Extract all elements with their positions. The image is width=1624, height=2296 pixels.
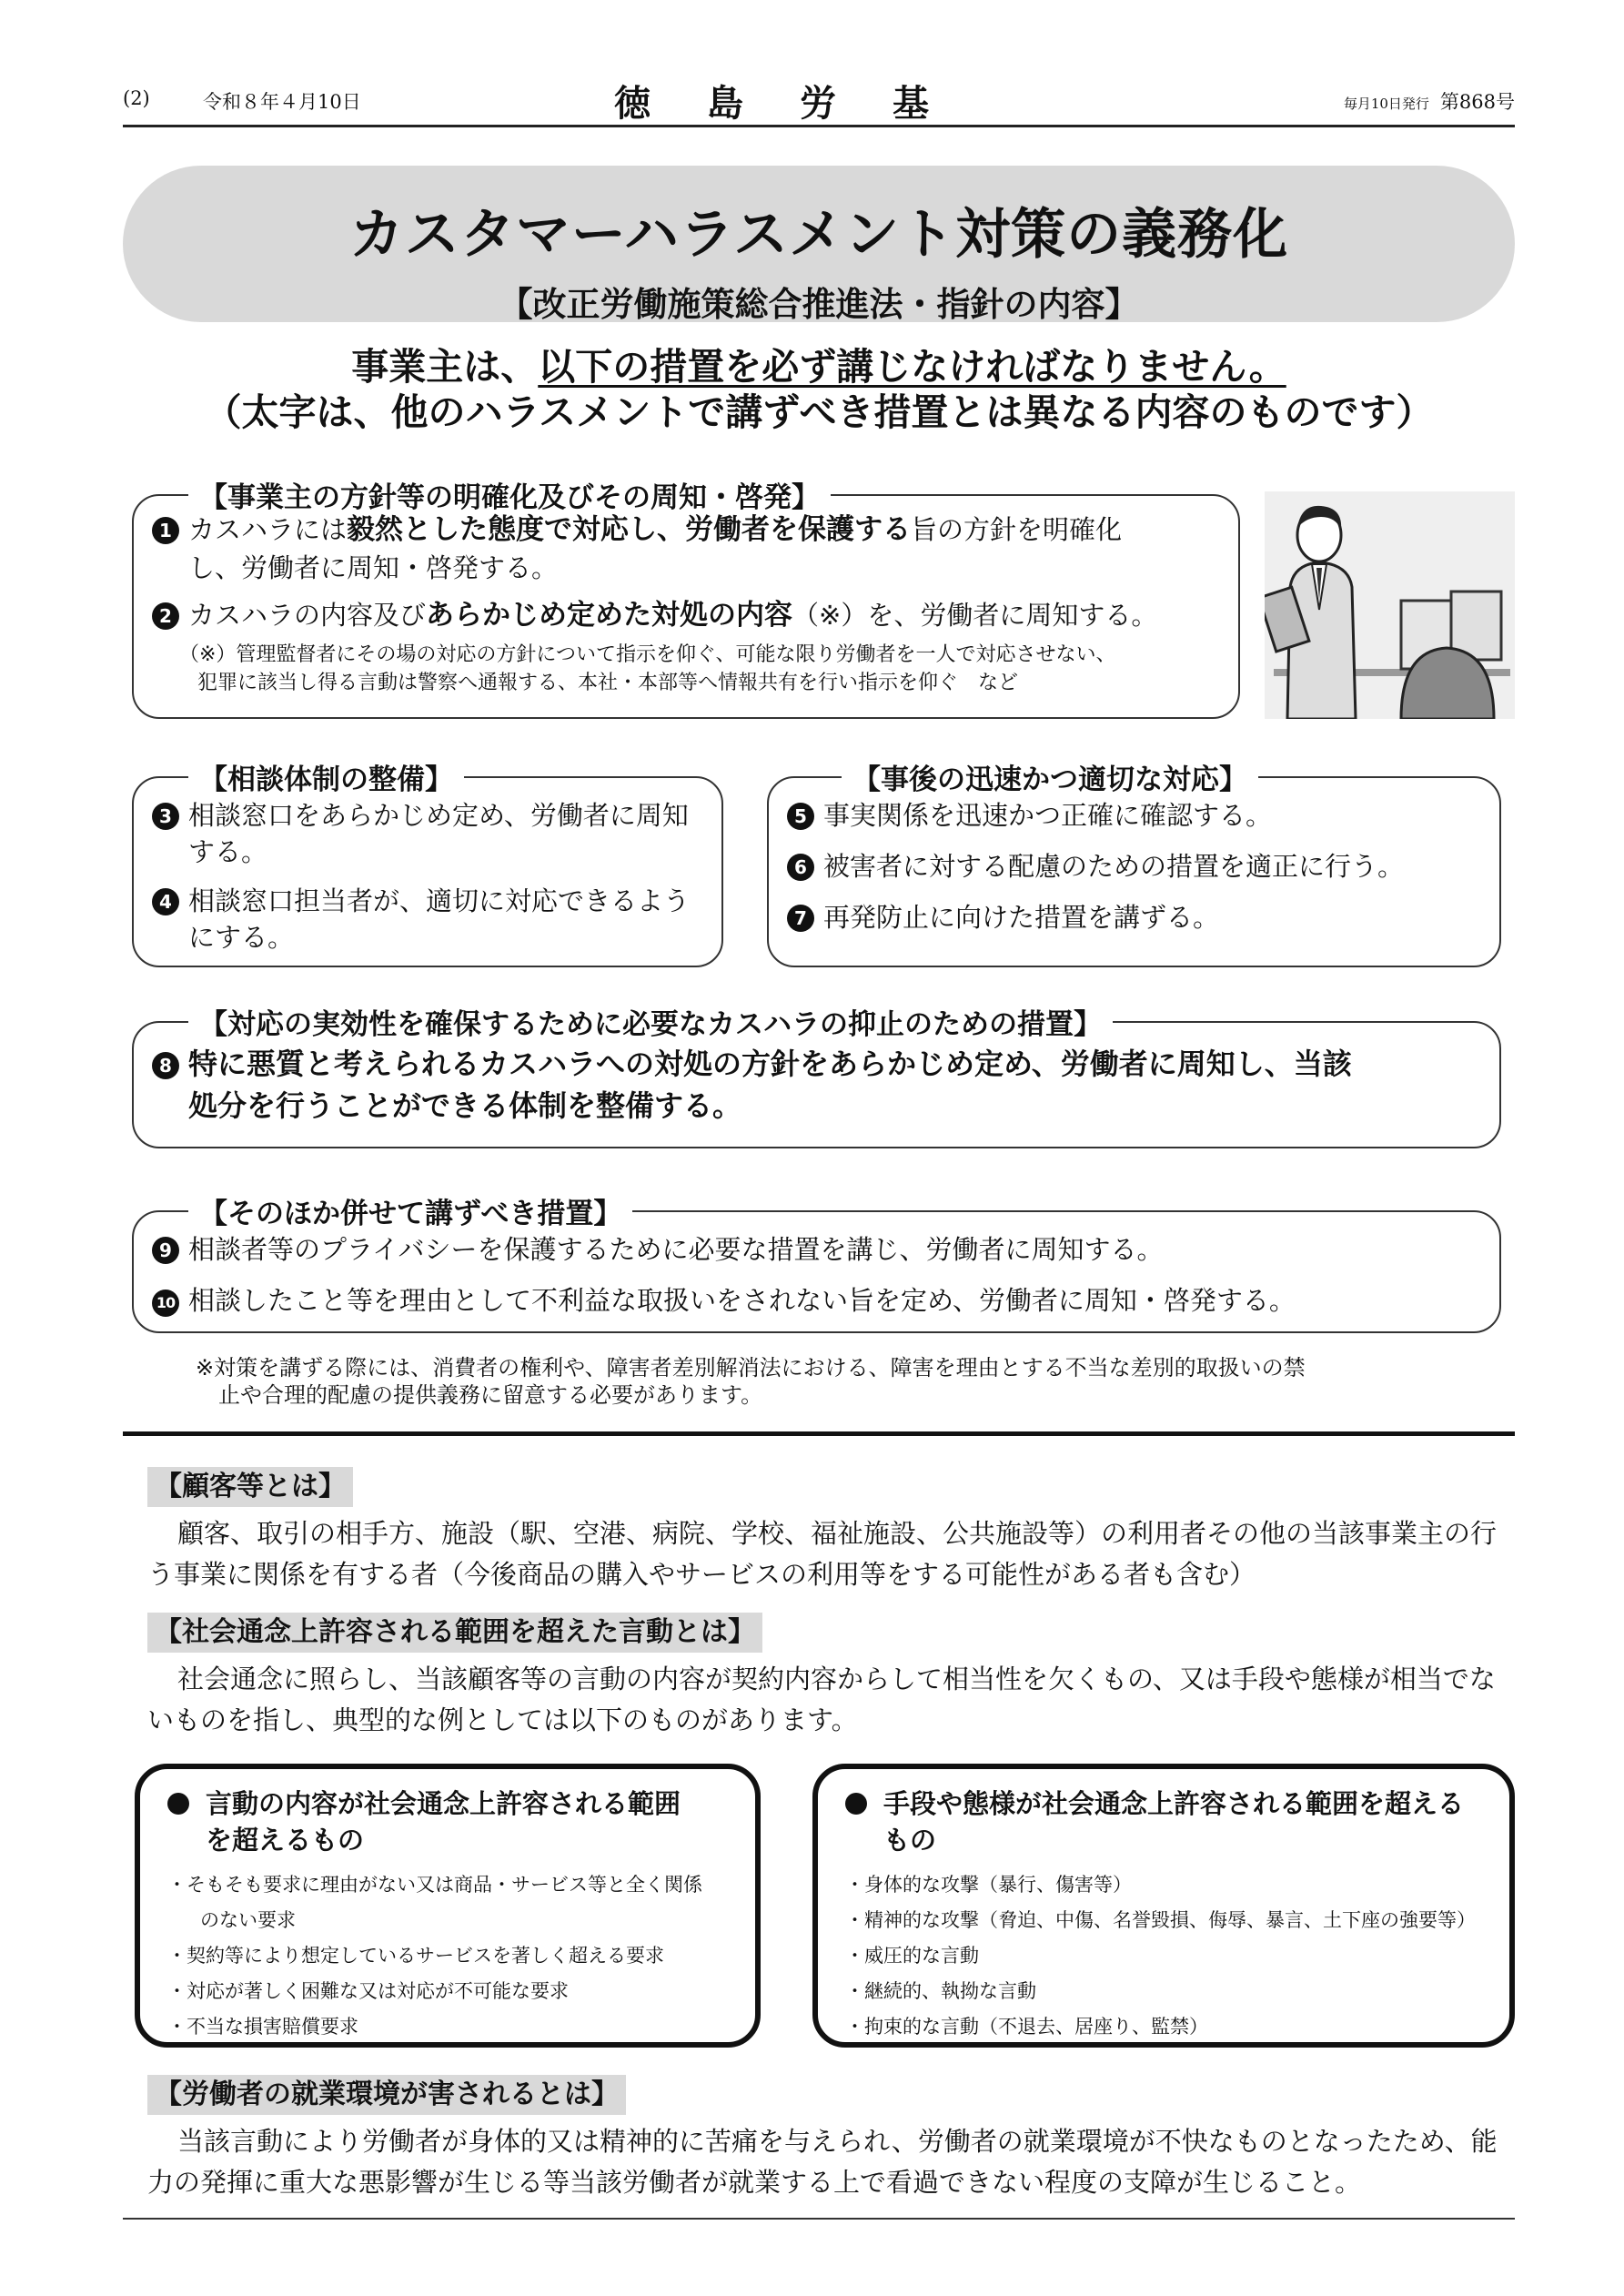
- bullet-dot: [167, 1793, 189, 1815]
- response-item-6: [787, 847, 1404, 885]
- response-box: [767, 764, 1501, 967]
- deterrence-item-8-cont: 処分を行うことができる体制を整備する。: [188, 1088, 742, 1123]
- list-item: ・拘束的な言動（不退去、居座り、監禁）: [845, 2016, 1208, 2038]
- beyond-text: 社会通念に照らし、当該顧客等の言動の内容が契約内容からして相当性を欠くもの、又は手段や態様が相当でないものを指し、典型的な例としては以下のものがあります。: [147, 1664, 1496, 1735]
- deterrence-box: [132, 1008, 1501, 1148]
- means-examples-box: [812, 1764, 1515, 2048]
- number-badge: 4: [152, 888, 179, 915]
- title-text: 手段や態様が社会通念上許容される範囲を超える: [883, 1788, 1465, 1819]
- list-item: のない要求: [200, 1909, 296, 1931]
- lead-line-2: （太字は、他のハラスメントで講ずべき措置とは異なる内容のものです）: [204, 390, 1434, 434]
- content-examples-box: [135, 1764, 761, 2048]
- footnote-line-2: 止や合理的配慮の提供義務に留意する必要があります。: [218, 1382, 763, 1408]
- list-item: ・精神的な攻撃（脅迫、中傷、名誉毀損、侮辱、暴言、土下座の強要等）: [845, 1909, 1476, 1931]
- content-examples-list: [167, 1867, 737, 2045]
- policy-item-1-cont: し、労働者に周知・啓発する。: [188, 552, 559, 583]
- item-text: 相談者等のプライバシーを保護するために必要な措置を講じ、労働者に周知する。: [188, 1234, 1164, 1265]
- number-badge: 2: [152, 602, 179, 630]
- content-examples-title: [167, 1785, 737, 1858]
- list-item: ・契約等により想定しているサービスを著しく超える要求: [167, 1945, 664, 1967]
- sub-title: 【改正労働施策総合推進法・指針の内容】: [499, 285, 1139, 324]
- issue-date: 令和８年４月10日: [203, 91, 361, 113]
- page-number: (2): [123, 87, 150, 109]
- number-badge: 10: [152, 1290, 179, 1317]
- issue-info: [1344, 87, 1515, 115]
- customers-text: 顧客、取引の相手方、施設（駅、空港、病院、学校、福祉施設、公共施設等）の利用者その他の当該事業主の行う事業に関係を有する者（今後商品の購入やサービスの利用等をする可能性がある者も含む）: [147, 1518, 1498, 1590]
- other-item-10: [152, 1281, 1296, 1320]
- number-badge: 9: [152, 1237, 179, 1264]
- list-item: ・そもそも要求に理由がない又は商品・サービス等と全く関係: [167, 1874, 702, 1896]
- consult-item-4: [152, 882, 690, 920]
- deterrence-item-8: [152, 1045, 1352, 1083]
- item-bold-text: 特に悪質と考えられるカスハラへの対処の方針をあらかじめ定め、労働者に周知し、当該: [188, 1047, 1352, 1081]
- list-item: ・継続的、執拗な言動: [845, 1980, 1036, 2002]
- response-item-7: [787, 898, 1219, 936]
- title-text: 言動の内容が社会通念上許容される範囲: [206, 1788, 681, 1819]
- consult-item-3: [152, 796, 689, 834]
- number-badge: 3: [152, 803, 179, 830]
- lead-text: 事業主は、: [351, 345, 539, 389]
- other-item-9: [152, 1230, 1164, 1269]
- item-text: 再発防止に向けた措置を講ずる。: [823, 902, 1220, 933]
- number-badge: 5: [787, 803, 814, 830]
- other-measures-box: [132, 1198, 1501, 1333]
- item-bold-text: 毅然とした態度で対応し、労働者を保護する: [347, 513, 912, 546]
- consult-item-4-cont: にする。: [188, 922, 295, 953]
- environment-heading: 【労働者の就業環境が害されるとは】: [147, 2075, 626, 2115]
- consult-item-3-cont: する。: [188, 836, 268, 867]
- means-examples-title: [845, 1785, 1491, 1858]
- item-text: 相談したこと等を理由として不利益な取扱いをされない旨を定め、労働者に周知・啓発する。: [188, 1285, 1296, 1316]
- item-text: 相談窓口をあらかじめ定め、労働者に周知: [188, 800, 689, 831]
- consult-label: 【相談体制の整備】: [188, 756, 464, 797]
- footnote-line-1: ※対策を講ずる際には、消費者の権利や、障害者差別解消法における、障害を理由とする不当な差別的取扱いの禁: [196, 1355, 1306, 1381]
- environment-text: 当該言動により労働者が身体的又は精神的に苦痛を与えられ、労働者の就業環境が不快なものとなったため、能力の発揮に重大な悪影響が生じる等当該労働者が就業する上で看過できない程度の支障が生じること。: [147, 2126, 1498, 2198]
- bottom-rule: [123, 2218, 1515, 2220]
- number-badge: 7: [787, 905, 814, 932]
- policy-box: [132, 481, 1240, 719]
- title-banner: [123, 166, 1515, 322]
- item-text: 旨の方針を明確化: [911, 514, 1123, 545]
- response-item-5: [787, 796, 1272, 834]
- issue-number: 第868号: [1439, 91, 1515, 113]
- item-text: カスハラの内容及び: [188, 600, 427, 631]
- number-badge: 6: [787, 854, 814, 881]
- policy-note-2: 犯罪に該当し得る言動は警察へ通報する、本社・本部等へ情報共有を行い指示を仰ぐ など: [197, 672, 1019, 694]
- item-text: （※）を、労働者に周知する。: [792, 600, 1158, 631]
- means-examples-list: [845, 1867, 1491, 2045]
- number-badge: 8: [152, 1052, 179, 1079]
- title-text: を超えるもの: [206, 1825, 365, 1856]
- policy-item-2: [152, 596, 1157, 634]
- other-measures-label: 【そのほか併せて講ずべき措置】: [188, 1190, 632, 1231]
- policy-note-1: （※）管理監督者にその場の対応の方針について指示を仰ぐ、可能な限り労働者を一人で対応させない、: [179, 643, 1116, 666]
- main-title: カスタマーハラスメント対策の義務化: [348, 203, 1289, 267]
- lead-underlined: 以下の措置を必ず講じなければなりません。: [538, 345, 1286, 389]
- newspaper-title: 徳島労基: [614, 82, 985, 125]
- businessman-illustration: [1265, 491, 1515, 719]
- list-item: ・身体的な攻撃（暴行、傷害等）: [845, 1874, 1132, 1896]
- page-header: [123, 82, 1515, 127]
- customers-heading: 【顧客等とは】: [147, 1467, 353, 1507]
- list-item: ・威圧的な言動: [845, 1945, 979, 1967]
- policy-label: 【事業主の方針等の明確化及びその周知・啓発】: [188, 474, 831, 515]
- list-item: ・対応が著しく困難な又は対応が不可能な要求: [167, 1980, 569, 2002]
- number-badge: 1: [152, 517, 179, 544]
- consult-box: [132, 764, 723, 967]
- response-label: 【事後の迅速かつ適切な対応】: [842, 756, 1258, 797]
- issue-frequency: 毎月10日発行: [1343, 96, 1429, 112]
- policy-item-1: [152, 511, 1122, 549]
- item-text: 被害者に対する配慮のための措置を適正に行う。: [823, 851, 1405, 882]
- item-text: 相談窓口担当者が、適切に対応できるよう: [188, 885, 691, 916]
- beyond-heading: 【社会通念上許容される範囲を超えた言動とは】: [147, 1613, 762, 1653]
- bullet-dot: [845, 1793, 867, 1815]
- title-text: もの: [883, 1825, 937, 1856]
- deterrence-label: 【対応の実効性を確保するために必要なカスハラの抑止のための措置】: [188, 1001, 1113, 1042]
- list-item: ・不当な損害賠償要求: [167, 2016, 358, 2038]
- item-text: 事実関係を迅速かつ正確に確認する。: [823, 800, 1273, 831]
- item-text: カスハラには: [188, 514, 348, 545]
- item-bold-text: あらかじめ定めた対処の内容: [426, 599, 793, 632]
- section-divider: [123, 1431, 1515, 1436]
